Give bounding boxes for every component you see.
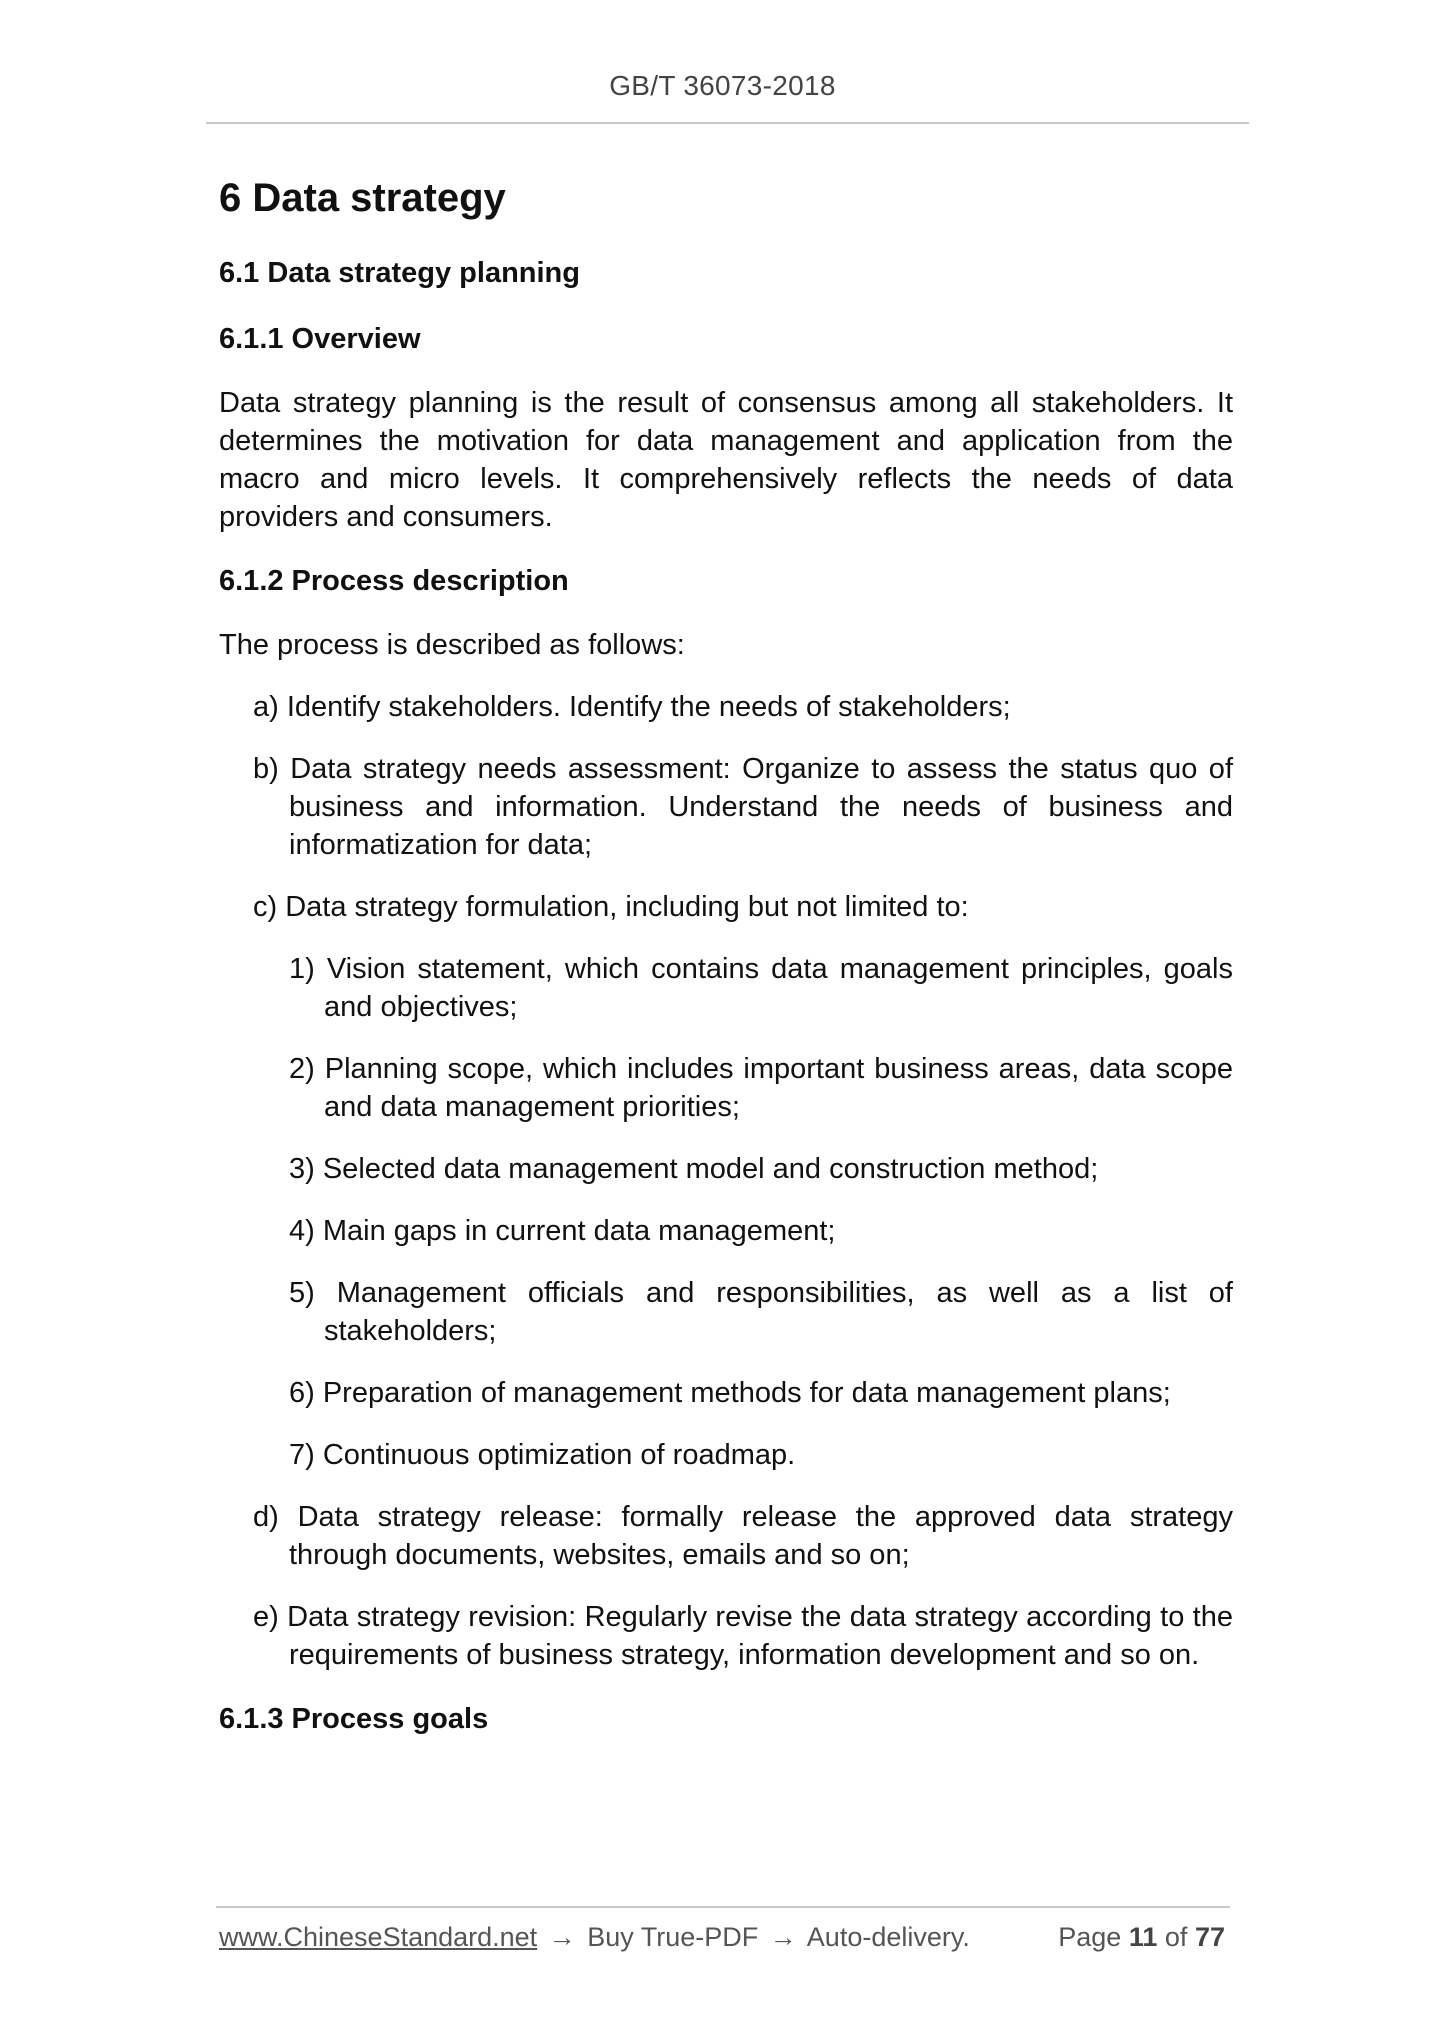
footer-promo — [219, 1922, 970, 1953]
sub-list-item-4: 4) Main gaps in current data management; — [289, 1215, 836, 1247]
website-link[interactable]: www.ChineseStandard.net — [219, 1922, 538, 1952]
header-divider — [206, 122, 1249, 124]
page-indicator — [1058, 1922, 1225, 1953]
list-item-d: d) Data strategy release: formally release the approved data strategy through documents, websites, emails and so on; — [253, 1501, 1233, 1571]
process-heading: 6.1.2 Process description — [219, 565, 569, 597]
page-content — [219, 158, 1233, 1764]
current-page-number: 11 — [1128, 1922, 1158, 1952]
sub-list-item-1: 1) Vision statement, which contains data management principles, goals and objectives; — [289, 953, 1233, 1023]
arrow-right-icon: → — [548, 1922, 576, 1952]
section-title: 6 Data strategy — [219, 176, 506, 220]
sub-list-item-7: 7) Continuous optimization of roadmap. — [289, 1439, 796, 1471]
process-intro: The process is described as follows: — [219, 629, 685, 661]
page-label: Page — [1058, 1922, 1122, 1952]
of-label: of — [1164, 1922, 1188, 1952]
sub-list-item-6: 6) Preparation of management methods for data management plans; — [289, 1377, 1171, 1409]
list-item-c: c) Data strategy formulation, including but not limited to: — [253, 891, 969, 923]
list-item-a: a) Identify stakeholders. Identify the needs of stakeholders; — [253, 691, 1011, 723]
sub-list-item-3: 3) Selected data management model and construction method; — [289, 1153, 1099, 1185]
subsection-title: 6.1 Data strategy planning — [219, 257, 580, 289]
sub-list-item-5: 5) Management officials and responsibilities, as well as a list of stakeholders; — [289, 1277, 1233, 1347]
buy-true-pdf-text: Buy True-PDF — [587, 1922, 759, 1952]
arrow-right-icon: → — [769, 1922, 797, 1952]
goals-heading: 6.1.3 Process goals — [219, 1703, 489, 1735]
sub-list-item-2: 2) Planning scope, which includes important business areas, data scope and data management priorities; — [289, 1053, 1233, 1123]
auto-delivery-text: Auto-delivery. — [806, 1922, 970, 1952]
total-page-number: 77 — [1194, 1922, 1225, 1952]
footer-divider — [216, 1906, 1230, 1908]
overview-heading: 6.1.1 Overview — [219, 323, 421, 355]
overview-paragraph: Data strategy planning is the result of consensus among all stakeholders. It determines the motivation for data management and application from the macro and micro levels. It comprehensively reflects the needs of data providers and consumers. — [219, 387, 1233, 533]
list-item-b: b) Data strategy needs assessment: Organize to assess the status quo of business and information. Understand the needs of business and informatization for data; — [253, 753, 1233, 861]
list-item-e: e) Data strategy revision: Regularly revise the data strategy according to the requirements of business strategy, information development and so on. — [253, 1601, 1233, 1671]
document-code-header: GB/T 36073-2018 — [609, 70, 836, 101]
